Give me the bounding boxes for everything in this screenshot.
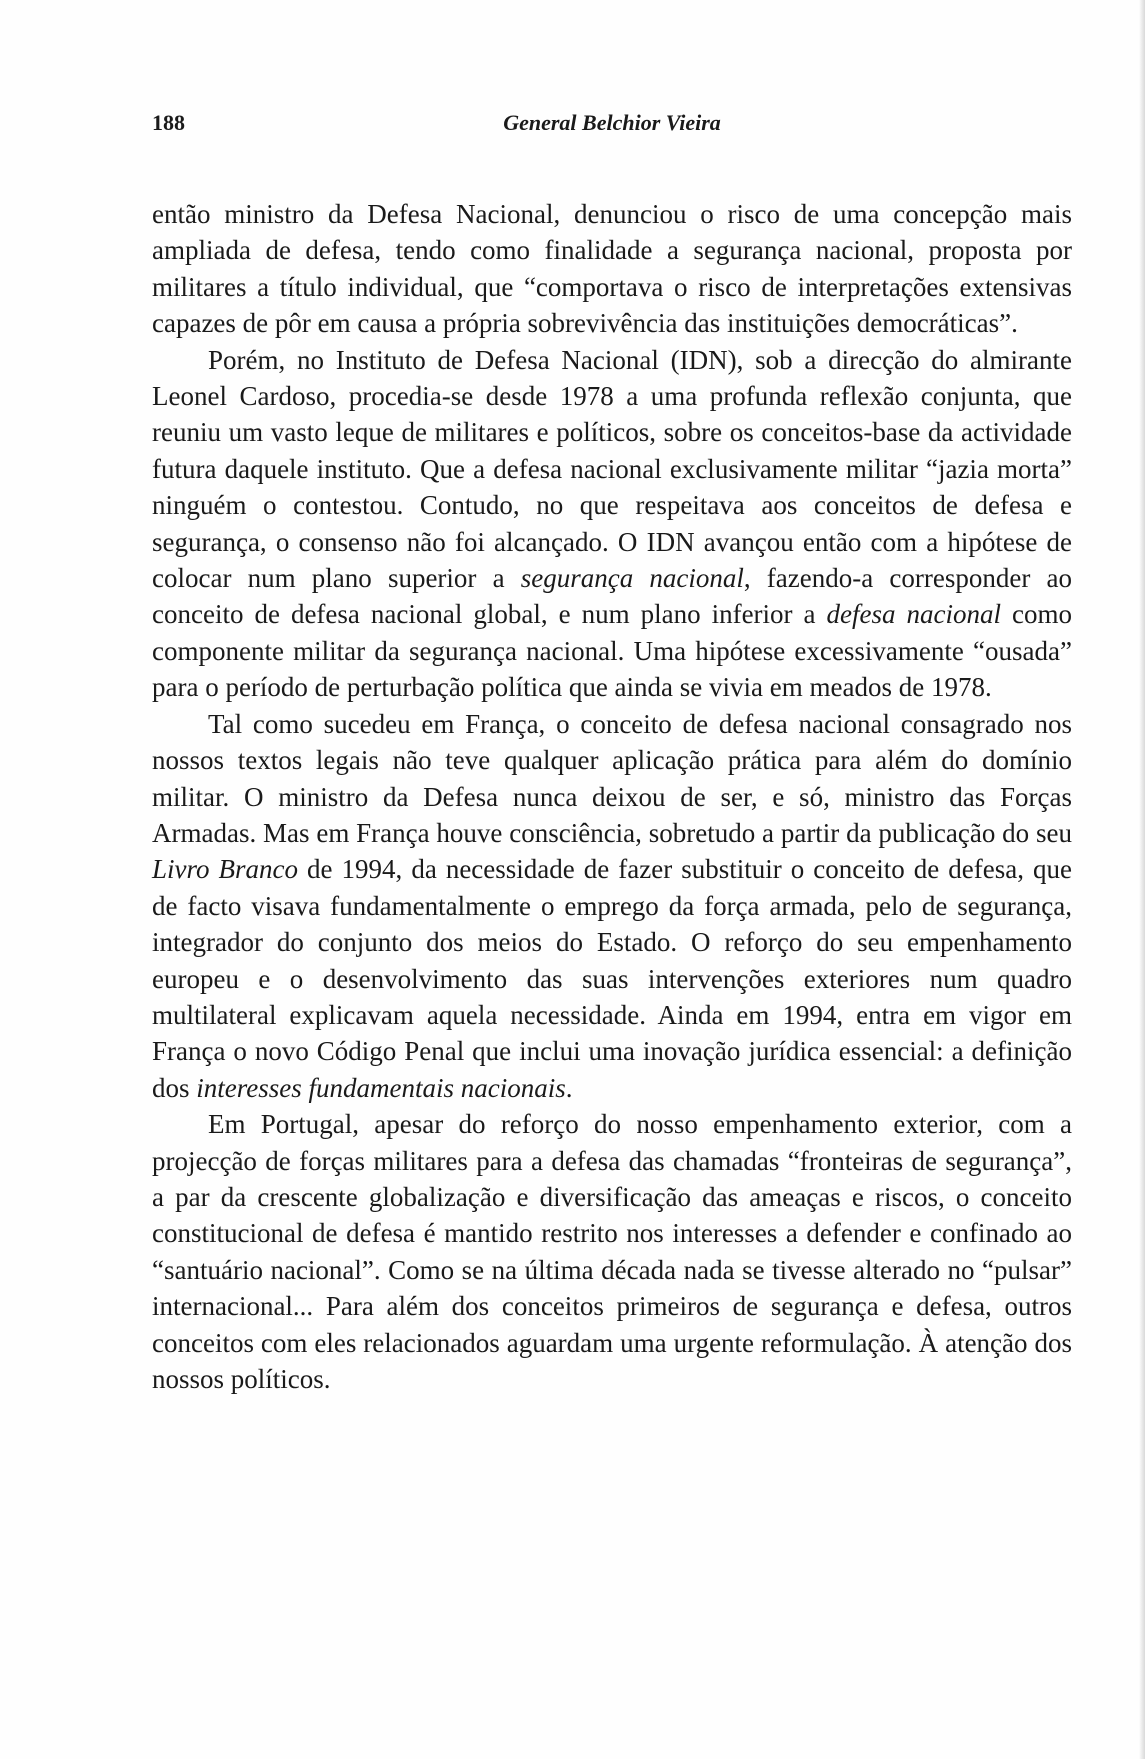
paragraph-1 xyxy=(152,196,1072,342)
page-edge-shadow xyxy=(1139,0,1145,1759)
body-text xyxy=(152,196,1072,1397)
emphasis-term: defesa nacional xyxy=(826,599,1001,630)
paragraph-text: Em Portugal, apesar do reforço do nosso empenhamento exterior, com a projecção de forças militares para a defesa das chamadas “fronteiras de segurança”, a par da crescente globalização e diversificação das ameaças e riscos, o conceito constitucional de defesa é mantido restrito nos interesses a defender e confinado ao “santuário nacional”. Como se na última década nada se tivesse alterado no “pulsar” internacional... Para além dos conceitos primeiros de segurança e defesa, outros conceitos com eles relacionados aguardam uma urgente reformulação. À atenção dos nossos políticos. xyxy=(152,1109,1072,1394)
paragraph-4 xyxy=(152,1106,1072,1397)
paragraph-text: , fazendo-a corresponder ao conceito de defesa nacional global, e num plano inferior a xyxy=(152,563,1072,630)
paragraph-text: Tal como sucedeu em França, o conceito de defesa nacional consagrado nos nossos textos legais não teve qualquer aplicação prática para além do domínio militar. O ministro da Defesa nunca deixou de ser, e só, ministro das Forças Armadas. Mas em França houve consciência, sobretudo a partir da publicação do seu xyxy=(152,708,1072,848)
emphasis-term: segurança nacional xyxy=(520,563,744,594)
paragraph-text: Porém, no Instituto de Defesa Nacional (IDN), sob a direcção do almirante Leonel Cardoso, procedia-se desde 1978 a uma profunda reflexão conjunta, que reuniu um vasto leque de militares e políticos, sobre os conceitos-base da actividade futura daquele instituto. Que a defesa nacional exclusivamente militar “jazia morta” ninguém o contestou. Contudo, no que respeitava aos conceitos de defesa e segurança, o consenso não foi alcançado. O IDN avançou então com a hipótese de colocar num plano superior a xyxy=(152,344,1072,594)
emphasis-term: interesses fundamentais nacionais xyxy=(196,1072,566,1103)
paragraph-text: de 1994, da necessidade de fazer substituir o conceito de defesa, que de facto visava fundamentalmente o emprego da força armada, pelo de segurança, integrador do conjunto dos meios do Estado. O reforço do seu empenhamento europeu e o desenvolvimento das suas intervenções exteriores num quadro multilateral explicavam aquela necessidade. Ainda em 1994, entra em vigor em França o novo Código Penal que inclui uma inovação jurídica essencial: a definição dos xyxy=(152,854,1072,1103)
paragraph-text: como componente militar da segurança nacional. Uma hipótese excessivamente “ousada” para o período de perturbação política que ainda se vivia em meados de 1978. xyxy=(152,599,1072,703)
paragraph-text: então ministro da Defesa Nacional, denunciou o risco de uma concepção mais ampliada de defesa, tendo como finalidade a segurança nacional, proposta por militares a título individual, que “comportava o risco de interpretações extensivas capazes de pôr em causa a própria sobrevivência das instituições democráticas”. xyxy=(152,199,1072,339)
running-title: General Belchior Vieira xyxy=(503,110,721,135)
page-number: 188 xyxy=(152,110,185,135)
paragraph-text: . xyxy=(565,1072,573,1103)
running-header xyxy=(152,110,1072,140)
emphasis-title: Livro Branco xyxy=(152,854,299,885)
paragraph-2 xyxy=(152,342,1072,706)
paragraph-3 xyxy=(152,706,1072,1106)
